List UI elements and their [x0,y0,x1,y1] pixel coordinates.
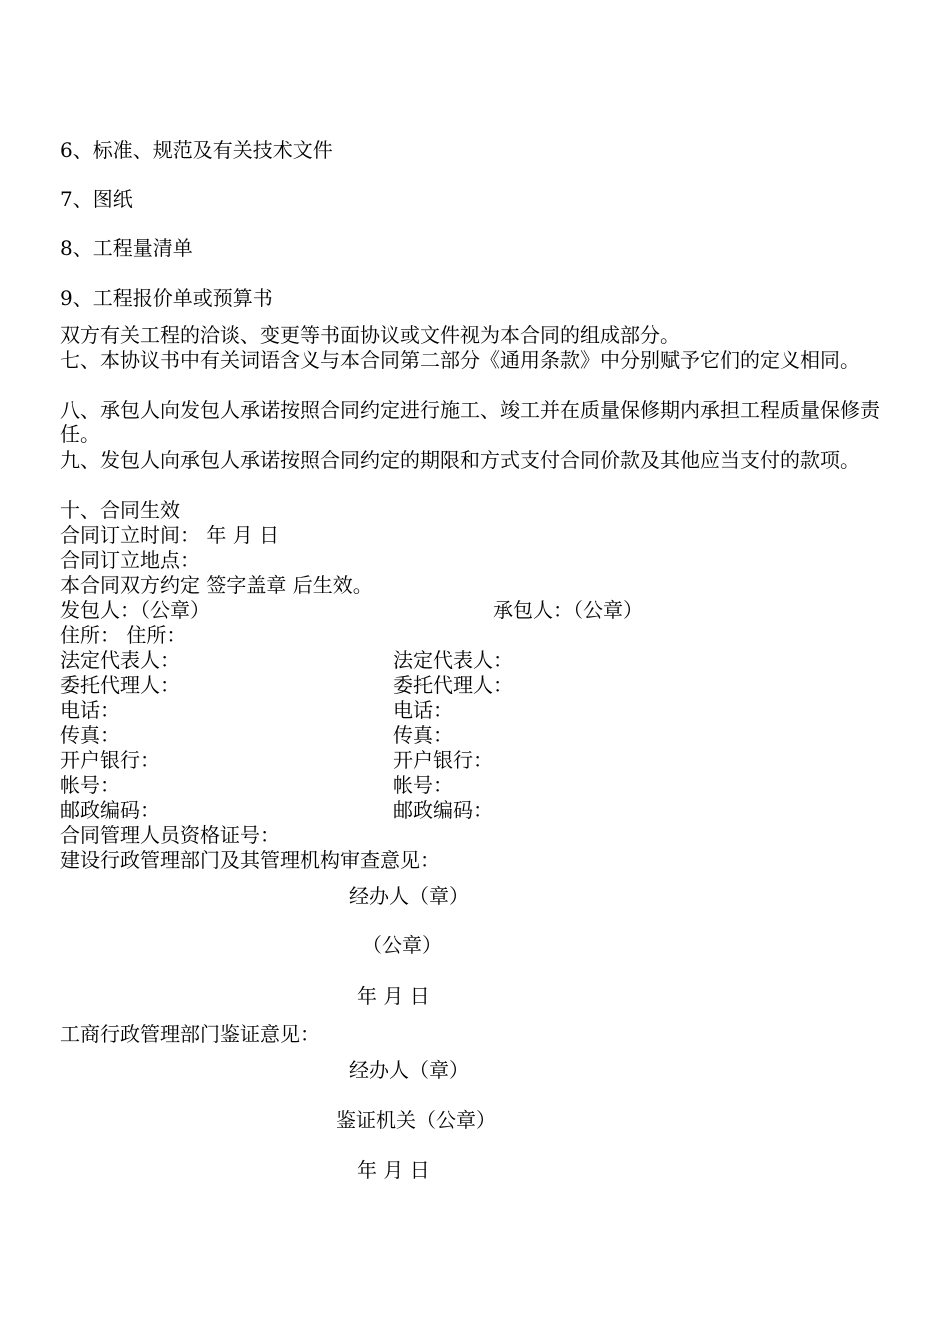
employer-phone: 电话： [60,698,120,722]
employer-agent: 委托代理人： [60,673,180,697]
sign-place: 合同订立地点： [60,548,200,572]
effective-condition: 本合同双方约定 签字盖章 后生效。 [60,573,373,597]
contractor-account: 帐号： [393,773,453,797]
clause-nine: 九、发包人向承包人承诺按照合同约定的期限和方式支付合同价款及其他应当支付的款项。 [60,448,860,472]
manager-certificate: 合同管理人员资格证号： [60,823,280,847]
attachment-item-7: 7、图纸 [60,187,133,211]
attachment-item-9: 9、工程报价单或预算书 [60,286,273,310]
employer-legal-rep: 法定代表人： [60,648,180,672]
employer-postcode: 邮政编码： [60,798,160,822]
construction-review-label: 建设行政管理部门及其管理机构审查意见： [60,848,440,872]
industry-review-handler: 经办人（章） [349,1058,469,1082]
employer-account: 帐号： [60,773,120,797]
clause-ten: 十、合同生效 [60,498,180,522]
industry-review-date: 年 月 日 [357,1158,430,1182]
address-row: 住所： 住所： [60,623,187,647]
clause-seven: 七、本协议书中有关词语含义与本合同第二部分《通用条款》中分别赋予它们的定义相同。 [60,348,860,372]
contractor-fax: 传真： [393,723,453,747]
construction-review-handler: 经办人（章） [349,884,469,908]
sign-time: 合同订立时间： 年 月 日 [60,523,280,547]
construction-review-date: 年 月 日 [357,984,430,1008]
construction-review-seal: （公章） [362,933,442,957]
contractor-agent: 委托代理人： [393,673,513,697]
contractor-postcode: 邮政编码： [393,798,493,822]
attachment-item-6: 6、标准、规范及有关技术文件 [60,138,333,162]
employer-seal: 发包人：（公章） [60,598,210,622]
contractor-bank: 开户银行： [393,748,493,772]
clause-composition: 双方有关工程的洽谈、变更等书面协议或文件视为本合同的组成部分。 [60,323,680,347]
contractor-phone: 电话： [393,698,453,722]
contractor-seal: 承包人：（公章） [493,598,643,622]
clause-eight: 八、承包人向发包人承诺按照合同约定进行施工、竣工并在质量保修期内承担工程质量保修责任。 [60,398,880,446]
employer-fax: 传真： [60,723,120,747]
industry-review-seal: 鉴证机关（公章） [336,1108,496,1132]
industry-review-label: 工商行政管理部门鉴证意见： [60,1022,320,1046]
employer-bank: 开户银行： [60,748,160,772]
contractor-legal-rep: 法定代表人： [393,648,513,672]
attachment-item-8: 8、工程量清单 [60,236,193,260]
